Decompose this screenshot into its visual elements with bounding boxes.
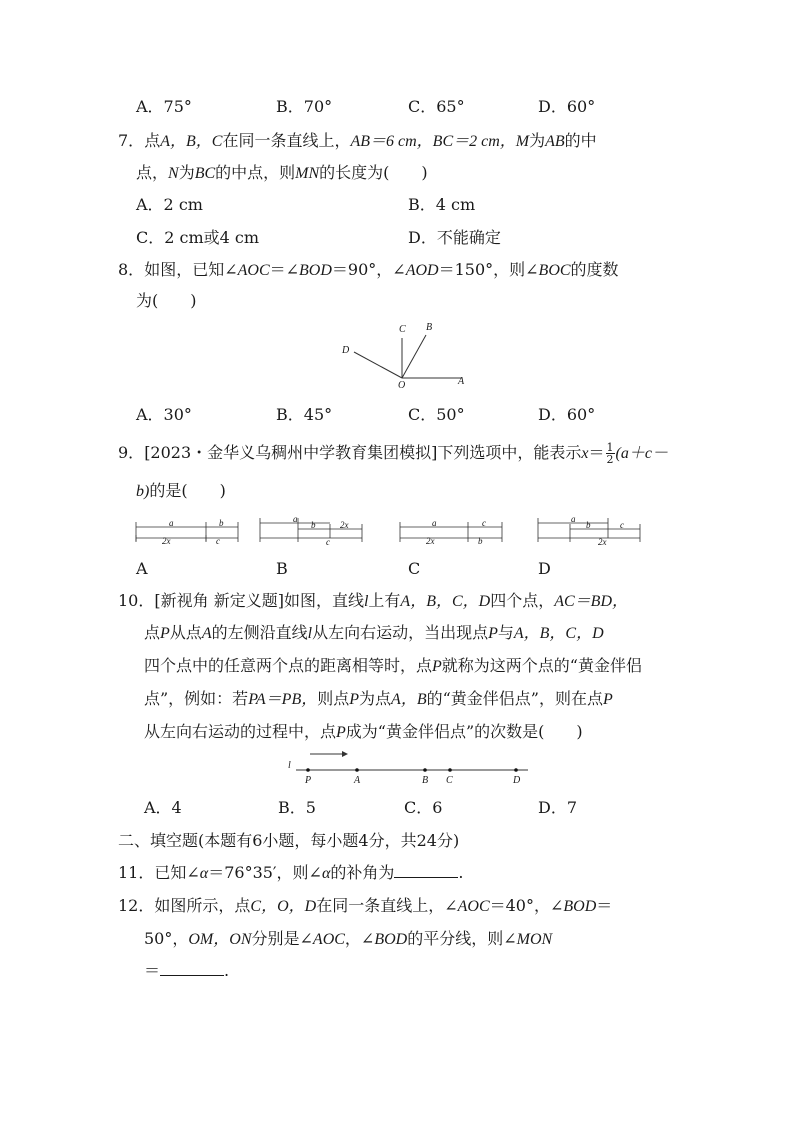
q6-option-c[interactable]: C．65° bbox=[408, 97, 465, 116]
seg-c: c bbox=[620, 520, 624, 530]
q8-var: BOD bbox=[299, 262, 332, 279]
q12-text: ＝40°，∠ bbox=[489, 896, 564, 915]
label-b: B bbox=[422, 775, 429, 786]
q9-diagram-d[interactable] bbox=[536, 514, 642, 546]
q8-text: ＝150°，则∠ bbox=[438, 260, 539, 279]
q10-text: 四个点， bbox=[490, 591, 555, 610]
seg-2x: 2x bbox=[598, 537, 607, 546]
ray-ob bbox=[402, 335, 426, 378]
q9-diagram-c[interactable] bbox=[398, 518, 504, 546]
q12-text: ＝ bbox=[596, 896, 613, 915]
label-a: A bbox=[458, 376, 465, 387]
q7-stem-line2 bbox=[136, 162, 428, 185]
label-d: D bbox=[513, 775, 521, 786]
q10-var: P bbox=[349, 691, 360, 708]
q9-fraction bbox=[606, 442, 615, 465]
q10-var: P bbox=[432, 658, 442, 675]
q10-var: P bbox=[336, 724, 346, 741]
q11-text: ＝76°35′，则∠ bbox=[208, 863, 322, 882]
q7-var: BC bbox=[194, 165, 216, 182]
point-p bbox=[306, 768, 310, 772]
label-d: D bbox=[342, 345, 350, 356]
q10-var: l bbox=[363, 593, 369, 610]
label-c: C bbox=[399, 324, 406, 335]
seg-b: b bbox=[219, 518, 224, 528]
q9-source: [2023・金华义乌稠州中学教育集团模拟] bbox=[144, 443, 438, 462]
q10-text: 为点 bbox=[359, 689, 392, 708]
seg-c: c bbox=[482, 518, 486, 528]
q7-text: 的中点，则 bbox=[215, 163, 296, 182]
q12-text: ，∠ bbox=[344, 929, 375, 948]
q10-text: 就称为这两个点的“黄金伴侣 bbox=[441, 656, 642, 675]
q8-number: 8． bbox=[118, 260, 145, 279]
q8-text: ＝90°，∠ bbox=[331, 260, 406, 279]
q9-text: ＝ bbox=[588, 443, 605, 462]
q8-angle-figure bbox=[338, 318, 473, 390]
q8-text: ＝∠ bbox=[269, 260, 300, 279]
q10-text: 从左向右运动，当出现点 bbox=[312, 623, 489, 642]
q12-var: AOC bbox=[457, 898, 490, 915]
seg-2x: 2x bbox=[340, 520, 349, 530]
q12-var: OM，ON bbox=[188, 931, 252, 948]
q12-var: C，O，D bbox=[250, 898, 317, 915]
q11-text: 已知∠ bbox=[154, 863, 200, 882]
q8-var: AOC bbox=[237, 262, 270, 279]
q9-var-x: x bbox=[581, 445, 589, 462]
point-b bbox=[423, 768, 427, 772]
q11-text: 的补角为 bbox=[330, 863, 395, 882]
q12-text: 如图所示，点 bbox=[154, 896, 251, 915]
q10-text: 点”，例如：若 bbox=[144, 689, 249, 708]
q12-text: 在同一条直线上，∠ bbox=[316, 896, 458, 915]
seg-a: a bbox=[432, 518, 437, 528]
q8-var: BOC bbox=[538, 262, 571, 279]
seg-c: c bbox=[326, 537, 330, 546]
label-o: O bbox=[398, 380, 406, 390]
section-title-fill-blank: 二、填空题(本题有6小题，每小题4分，共24分) bbox=[118, 831, 460, 850]
q12-var: AOC bbox=[312, 931, 345, 948]
label-a: A bbox=[354, 775, 361, 786]
q9-expr: (a＋c－ bbox=[615, 445, 668, 462]
q9-stem-line1 bbox=[118, 442, 668, 465]
q8-text: 如图，已知∠ bbox=[144, 260, 238, 279]
q9-text: 下列选项中，能表示 bbox=[437, 443, 582, 462]
q10-var: A，B，C，D bbox=[513, 625, 604, 642]
q8-stem-line1 bbox=[118, 259, 619, 282]
q8-var: AOD bbox=[405, 262, 439, 279]
q10-var: l bbox=[307, 625, 313, 642]
q9-option-d[interactable]: D bbox=[538, 559, 551, 578]
q10-text: 的“黄金伴侣点”，则在点 bbox=[426, 689, 603, 708]
q7-option-c[interactable]: C．2 cm或4 cm bbox=[136, 228, 260, 247]
point-c bbox=[448, 768, 452, 772]
q12-text: ＝ bbox=[144, 961, 161, 980]
q12-var: MON bbox=[516, 931, 553, 948]
seg-b: b bbox=[586, 520, 591, 530]
q10-text: 与 bbox=[497, 623, 514, 642]
q10-text: [新视角 新定义题]如图，直线 bbox=[154, 591, 364, 610]
q11-number: 11． bbox=[118, 863, 155, 882]
q7-option-a[interactable]: A．2 cm bbox=[136, 195, 203, 214]
q7-text: 为 bbox=[529, 131, 546, 150]
q12-stem-line3 bbox=[144, 960, 229, 982]
q9-option-c[interactable]: C bbox=[408, 559, 421, 578]
q10-stem-line1 bbox=[118, 590, 628, 613]
q9-option-a[interactable]: A bbox=[136, 559, 148, 578]
q10-var: A，B bbox=[391, 691, 427, 708]
q10-var: A，B，C，D bbox=[400, 593, 491, 610]
q11-end: . bbox=[458, 863, 464, 882]
q6-option-a[interactable]: A．75° bbox=[136, 97, 192, 116]
q12-text: 50°， bbox=[144, 929, 189, 948]
q10-text: 成为“黄金伴侣点”的次数是( ) bbox=[345, 722, 583, 741]
q10-option-d[interactable]: D．7 bbox=[538, 798, 578, 817]
seg-c: c bbox=[216, 536, 220, 546]
q10-eq: AC＝BD， bbox=[554, 593, 628, 610]
q10-text: 从左向右运动的过程中，点 bbox=[144, 722, 337, 741]
q7-text: 点， bbox=[136, 163, 169, 182]
q10-stem-line4 bbox=[144, 688, 613, 711]
q10-eq: PA＝PB， bbox=[248, 691, 318, 708]
q8-option-d[interactable]: D．60° bbox=[538, 405, 596, 424]
q10-var: P bbox=[160, 625, 170, 642]
seg-b: b bbox=[311, 520, 316, 530]
q9-number: 9． bbox=[118, 443, 145, 462]
q7-var: N bbox=[168, 165, 179, 182]
q10-option-b[interactable]: B．5 bbox=[278, 798, 316, 817]
label-l: l bbox=[288, 760, 291, 771]
q10-text: 上有 bbox=[368, 591, 401, 610]
q8-option-a[interactable]: A．30° bbox=[136, 405, 192, 424]
q7-var: MN bbox=[295, 165, 320, 182]
q12-var: BOD bbox=[374, 931, 408, 948]
q9-text: 的是( ) bbox=[149, 481, 226, 500]
q10-option-a[interactable]: A．4 bbox=[144, 798, 182, 817]
q10-var: A bbox=[201, 625, 212, 642]
seg-a: a bbox=[169, 518, 174, 528]
q12-text: 的平分线，则∠ bbox=[407, 929, 517, 948]
point-d bbox=[514, 768, 518, 772]
q9-stem-line2 bbox=[136, 480, 226, 503]
q9-frac-num: 1 bbox=[606, 441, 614, 454]
point-a bbox=[355, 768, 359, 772]
q12-end: . bbox=[224, 961, 230, 980]
q10-text: 点 bbox=[144, 623, 161, 642]
q7-text: 的长度为( ) bbox=[319, 163, 428, 182]
q7-text: 的中 bbox=[564, 131, 597, 150]
q11-alpha: α bbox=[321, 865, 331, 882]
seg-b: b bbox=[478, 536, 483, 546]
q12-number: 12． bbox=[118, 896, 155, 915]
q10-var: P bbox=[488, 625, 498, 642]
q6-option-b[interactable]: B．70° bbox=[276, 97, 333, 116]
q10-text: 则点 bbox=[317, 689, 350, 708]
seg-2x: 2x bbox=[162, 536, 171, 546]
q10-text: 四个点中的任意两个点的距离相等时，点 bbox=[144, 656, 433, 675]
q10-number: 10． bbox=[118, 591, 155, 610]
q7-stem-line1 bbox=[118, 130, 597, 153]
q9-frac-den: 2 bbox=[606, 453, 614, 466]
q8-option-c[interactable]: C．50° bbox=[408, 405, 465, 424]
q7-eq: BC＝2 cm， bbox=[432, 133, 516, 150]
q10-text: 从点 bbox=[169, 623, 202, 642]
q7-var: AB bbox=[545, 133, 565, 150]
q12-answer-blank[interactable] bbox=[160, 961, 224, 976]
q7-text: 在同一条直线上， bbox=[222, 131, 351, 150]
q12-stem-line2 bbox=[144, 928, 552, 951]
q7-eq: AB＝6 cm， bbox=[350, 133, 433, 150]
q7-text: 点 bbox=[144, 131, 161, 150]
q7-var: M bbox=[515, 133, 530, 150]
ray-od bbox=[354, 352, 402, 378]
q7-text: 为 bbox=[178, 163, 195, 182]
q6-option-d[interactable]: D．60° bbox=[538, 97, 596, 116]
label-p: P bbox=[305, 775, 312, 786]
q10-stem-line5 bbox=[144, 721, 583, 744]
q8-option-b[interactable]: B．45° bbox=[276, 405, 333, 424]
seg-a: a bbox=[571, 514, 576, 524]
q11-answer-blank[interactable] bbox=[394, 863, 458, 878]
arrow-head-icon bbox=[342, 751, 348, 757]
q9-expr: b) bbox=[136, 483, 150, 500]
label-c: C bbox=[446, 775, 453, 786]
label-b: B bbox=[426, 322, 433, 333]
q11-stem bbox=[118, 862, 463, 885]
seg-2x: 2x bbox=[426, 536, 435, 546]
q12-var: BOD bbox=[563, 898, 597, 915]
q11-alpha: α bbox=[199, 865, 209, 882]
q7-number: 7． bbox=[118, 131, 145, 150]
q8-stem-line2: 为( ) bbox=[136, 291, 197, 310]
q9-diagram-b[interactable] bbox=[258, 514, 364, 546]
q12-stem-line1 bbox=[118, 895, 612, 918]
q7-var: A，B，C bbox=[160, 133, 223, 150]
q12-text: 分别是∠ bbox=[251, 929, 313, 948]
q10-stem-line3 bbox=[144, 655, 642, 678]
seg-a: a bbox=[293, 514, 298, 524]
q10-var: P bbox=[602, 691, 613, 708]
q9-diagram-a[interactable] bbox=[134, 518, 240, 546]
q8-text: 的度数 bbox=[570, 260, 619, 279]
q10-stem-line2 bbox=[144, 622, 604, 645]
q10-option-c[interactable]: C．6 bbox=[404, 798, 443, 817]
q7-option-d[interactable]: D．不能确定 bbox=[408, 228, 501, 247]
q9-option-b[interactable]: B bbox=[276, 559, 288, 578]
q7-option-b[interactable]: B．4 cm bbox=[408, 195, 476, 214]
q10-line-figure bbox=[284, 748, 534, 786]
q10-text: 的左侧沿直线 bbox=[211, 623, 308, 642]
